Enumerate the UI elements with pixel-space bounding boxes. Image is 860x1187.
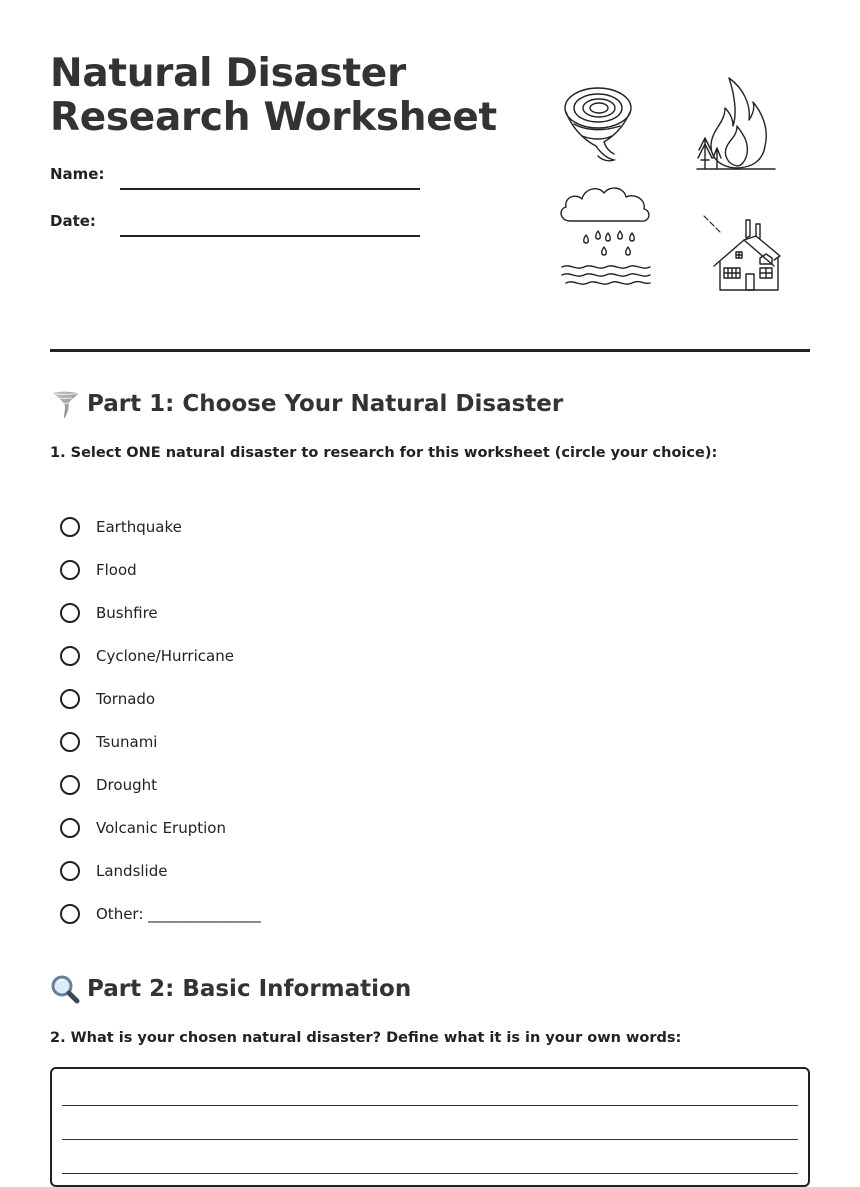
option-bushfire[interactable] (60, 591, 460, 634)
option-label: Tornado (96, 689, 156, 708)
magnifying-glass-icon (50, 974, 80, 1004)
page-title (50, 52, 497, 140)
option-label: Bushfire (96, 603, 158, 622)
radio-circle[interactable] (60, 646, 80, 666)
name-field[interactable] (50, 160, 420, 190)
bushfire-icon (695, 74, 777, 172)
radio-circle[interactable] (60, 689, 80, 709)
title-line-1: Natural Disaster (50, 51, 406, 96)
name-label: Name: (50, 165, 105, 183)
question-2: 2. What is your chosen natural disaster? Define what it is in your own words: (50, 1030, 682, 1046)
option-drought[interactable] (60, 763, 460, 806)
option-volcanic-eruption[interactable] (60, 806, 460, 849)
radio-circle[interactable] (60, 560, 80, 580)
answer-box[interactable] (50, 1067, 810, 1187)
disaster-illustrations (550, 70, 800, 300)
answer-line (62, 1105, 798, 1106)
radio-circle[interactable] (60, 904, 80, 924)
title-line-2: Research Worksheet (50, 95, 497, 140)
worksheet-page (50, 0, 810, 1046)
option-label: Tsunami (96, 732, 158, 751)
radio-circle[interactable] (60, 732, 80, 752)
tornado-icon (562, 86, 634, 166)
radio-circle[interactable] (60, 603, 80, 623)
disaster-options-list (60, 505, 460, 935)
worksheet-header (50, 0, 810, 352)
name-line[interactable] (120, 188, 420, 190)
radio-circle[interactable] (60, 775, 80, 795)
part1-heading-text: Part 1: Choose Your Natural Disaster (87, 391, 564, 417)
part2-heading (50, 972, 411, 1006)
flood-icon (558, 185, 658, 290)
answer-line (62, 1139, 798, 1140)
earthquake-house-icon (700, 212, 790, 294)
part2-heading-text: Part 2: Basic Information (87, 976, 412, 1002)
option-cyclone-hurricane[interactable] (60, 634, 460, 677)
date-field[interactable] (50, 207, 420, 237)
date-line[interactable] (120, 235, 420, 237)
radio-circle[interactable] (60, 818, 80, 838)
tornado-emoji-icon (50, 389, 80, 419)
option-tornado[interactable] (60, 677, 460, 720)
option-earthquake[interactable] (60, 505, 460, 548)
option-tsunami[interactable] (60, 720, 460, 763)
radio-circle[interactable] (60, 517, 80, 537)
radio-circle[interactable] (60, 861, 80, 881)
option-flood[interactable] (60, 548, 460, 591)
option-label: Other: _______________ (96, 904, 261, 923)
option-label: Landslide (96, 861, 168, 880)
option-label: Flood (96, 560, 137, 579)
answer-line (62, 1173, 798, 1174)
option-landslide[interactable] (60, 849, 460, 892)
question-1: 1. Select ONE natural disaster to research for this worksheet (circle your choice): (50, 445, 718, 461)
option-label: Drought (96, 775, 157, 794)
option-label: Earthquake (96, 517, 182, 536)
option-label: Volcanic Eruption (96, 818, 226, 837)
header-divider (50, 349, 810, 352)
date-label: Date: (50, 212, 96, 230)
option-label: Cyclone/Hurricane (96, 646, 234, 665)
part1-heading (50, 387, 563, 421)
option-other[interactable] (60, 892, 460, 935)
